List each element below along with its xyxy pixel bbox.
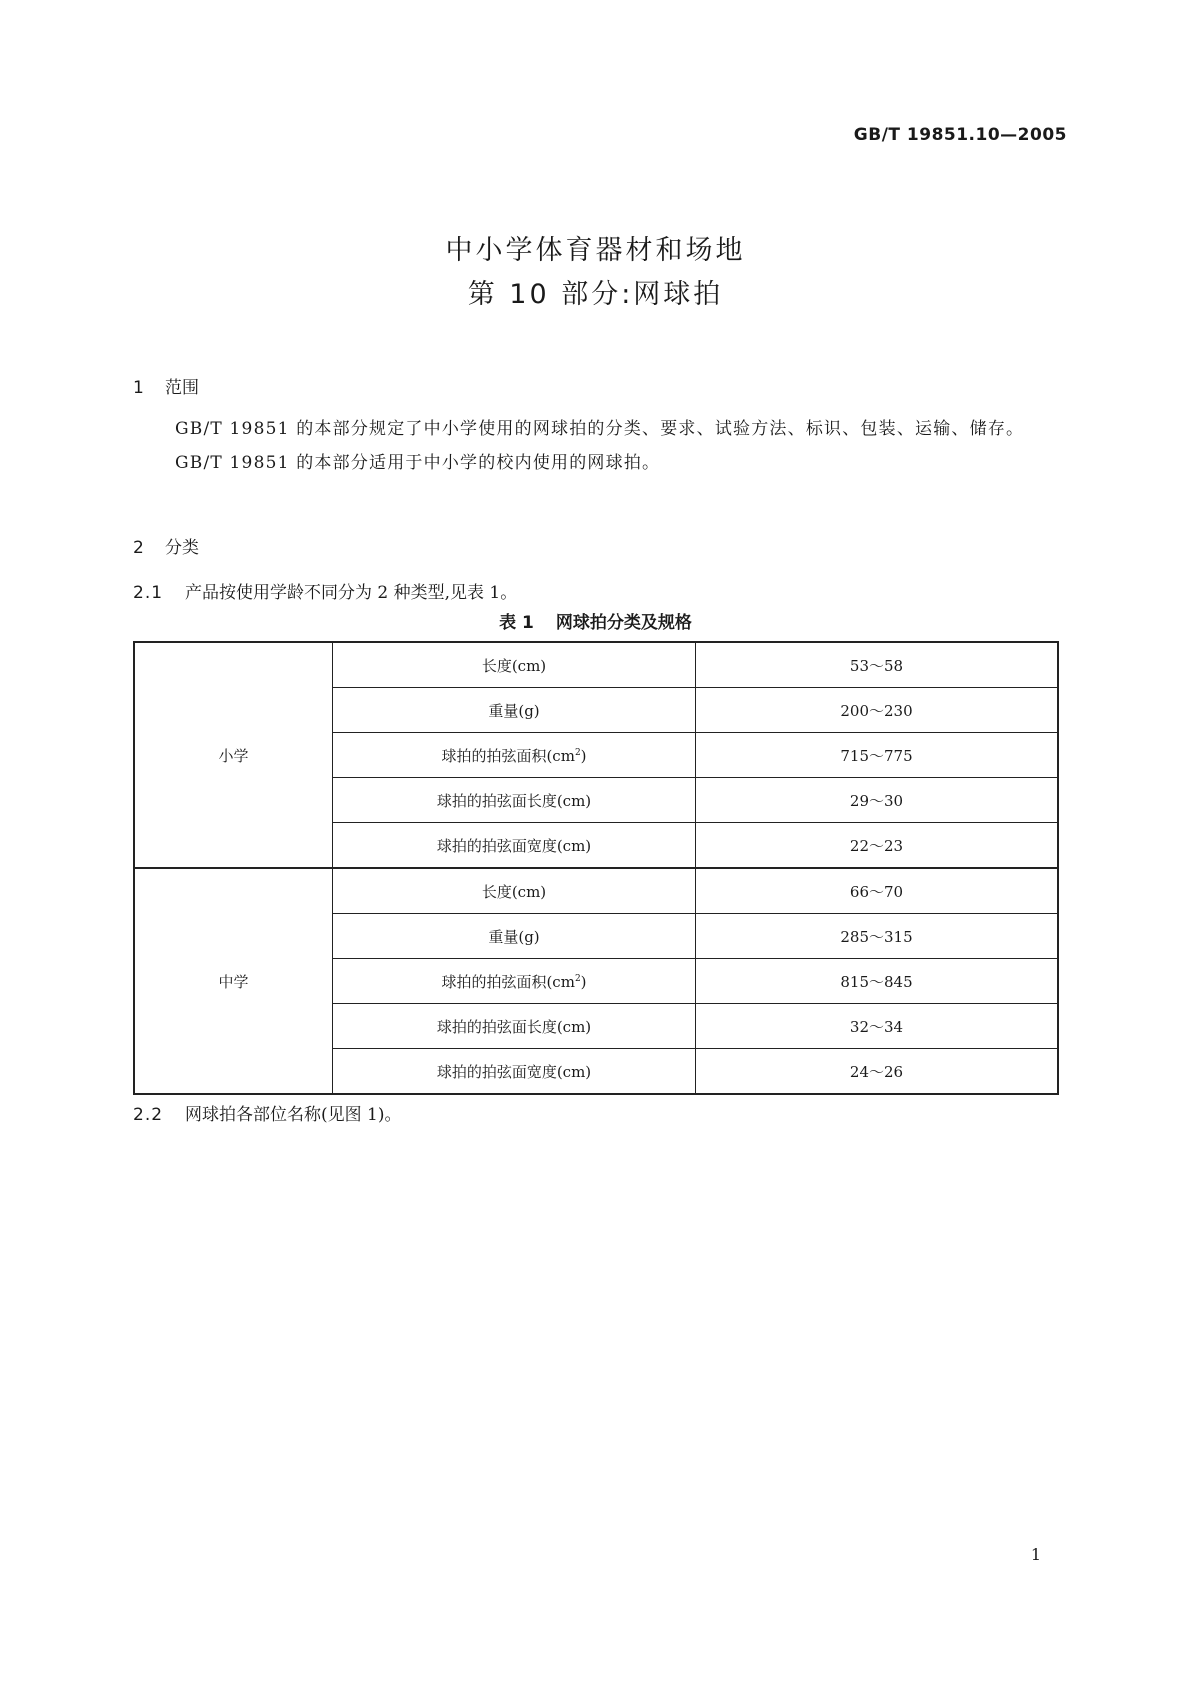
section-title: 分类 xyxy=(165,538,199,558)
page-number: 1 xyxy=(1030,1545,1041,1564)
table-title: 网球拍分类及规格 xyxy=(555,613,692,633)
value-cell: 66～70 xyxy=(696,868,1059,914)
clause-2-1 xyxy=(133,578,517,603)
superscript: 2 xyxy=(574,747,581,758)
item-cell: 重量(g) xyxy=(333,688,696,733)
value-cell: 200～230 xyxy=(696,688,1059,733)
item-cell: 球拍的拍弦面宽度(cm) xyxy=(333,1049,696,1095)
item-text: ) xyxy=(580,972,587,991)
paragraph: GB/T 19851 的本部分规定了中小学使用的网球拍的分类、要求、试验方法、标识、包装、运输、储存。 xyxy=(175,419,1025,439)
value-cell: 24～26 xyxy=(696,1049,1059,1095)
standard-code: GB/T 19851.10—2005 xyxy=(853,125,1067,145)
table-caption xyxy=(0,608,1191,633)
section-heading-classification xyxy=(133,533,199,558)
item-cell xyxy=(333,959,696,1004)
item-text: 球拍的拍弦面积(cm xyxy=(441,746,575,765)
value-cell: 285～315 xyxy=(696,914,1059,959)
value-cell: 815～845 xyxy=(696,959,1059,1004)
item-cell: 球拍的拍弦面长度(cm) xyxy=(333,1004,696,1049)
section-number: 1 xyxy=(133,378,144,398)
table-number: 表 1 xyxy=(499,613,534,633)
clause-number: 2.1 xyxy=(133,583,164,603)
group-cell: 中学 xyxy=(134,868,333,1094)
section-number: 2 xyxy=(133,538,144,558)
clause-text: 网球拍各部位名称(见图 1)。 xyxy=(185,1105,402,1125)
clause-2-2 xyxy=(133,1100,401,1125)
item-cell: 长度(cm) xyxy=(333,642,696,688)
table-row xyxy=(134,642,1058,688)
value-cell: 715～775 xyxy=(696,733,1059,778)
table-row xyxy=(134,868,1058,914)
item-cell: 长度(cm) xyxy=(333,868,696,914)
scope-body xyxy=(133,412,1058,480)
clause-number: 2.2 xyxy=(133,1105,164,1125)
item-cell xyxy=(333,733,696,778)
item-cell: 球拍的拍弦面长度(cm) xyxy=(333,778,696,823)
document-title: 中小学体育器材和场地 xyxy=(445,235,746,266)
item-text: ) xyxy=(580,746,587,765)
spec-table xyxy=(133,641,1059,1095)
group-cell: 小学 xyxy=(134,642,333,868)
document-subtitle: 第 10 部分:网球拍 xyxy=(467,279,724,310)
item-cell: 重量(g) xyxy=(333,914,696,959)
value-cell: 32～34 xyxy=(696,1004,1059,1049)
section-heading-scope xyxy=(133,373,199,398)
value-cell: 22～23 xyxy=(696,823,1059,869)
superscript: 2 xyxy=(574,973,581,984)
section-title: 范围 xyxy=(165,378,199,398)
item-cell: 球拍的拍弦面宽度(cm) xyxy=(333,823,696,869)
item-text: 球拍的拍弦面积(cm xyxy=(441,972,575,991)
value-cell: 53～58 xyxy=(696,642,1059,688)
value-cell: 29～30 xyxy=(696,778,1059,823)
paragraph: GB/T 19851 的本部分适用于中小学的校内使用的网球拍。 xyxy=(175,453,661,473)
clause-text: 产品按使用学龄不同分为 2 种类型,见表 1。 xyxy=(185,583,518,603)
